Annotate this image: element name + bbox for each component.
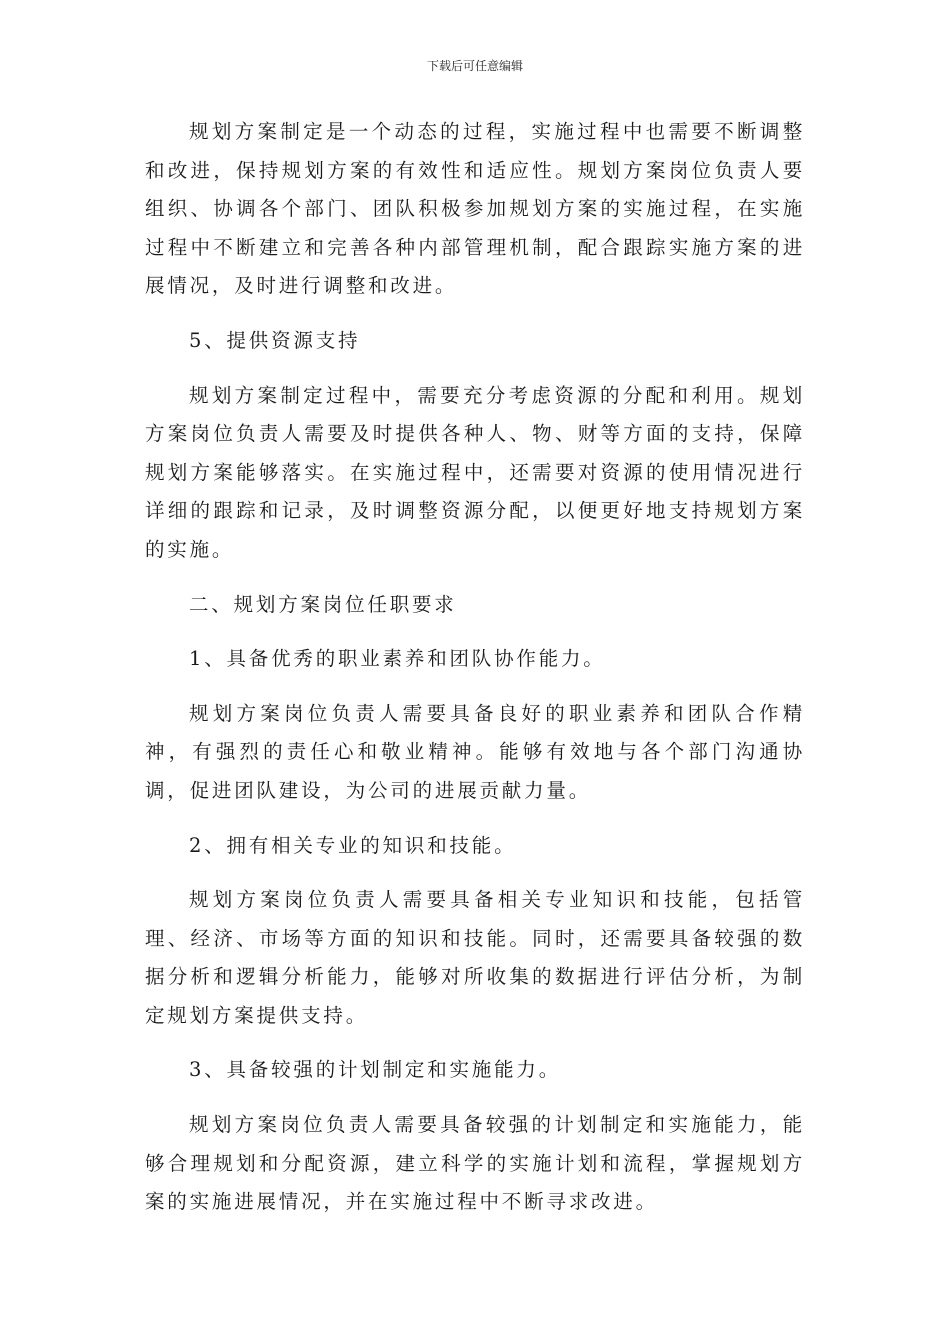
heading-knowledge-skills: 2、拥有相关专业的知识和技能。 — [189, 833, 517, 857]
spacer — [145, 570, 805, 586]
spacer — [145, 624, 805, 640]
heading-planning-execution: 3、具备较强的计划制定和实施能力。 — [189, 1058, 562, 1082]
spacer — [145, 1035, 805, 1051]
paragraph-plan-dynamic-process: 规划方案制定是一个动态的过程，实施过程中也需要不断调整和改进，保持规划方案的有效性和适应性。规划方案岗位负责人要组织、协调各个部门、团队积极参加规划方案的实施过程，在实施过程中不断建立和完善各种内部管理机制，配合跟踪实施方案的进展情况，及时进行调整和改进。 — [145, 120, 805, 298]
page-header: 下载后可任意编辑 — [426, 59, 523, 73]
paragraph-professional-teamwork: 规划方案岗位负责人需要具备良好的职业素养和团队合作精神，有强烈的责任心和敬业精神。能够有效地与各个部门沟通协调，促进团队建设，为公司的进展贡献力量。 — [145, 701, 805, 802]
spacer — [145, 361, 805, 377]
heading-professional-teamwork: 1、具备优秀的职业素养和团队协作能力。 — [189, 647, 606, 671]
spacer — [145, 811, 805, 827]
document-body — [145, 113, 805, 1222]
paragraph-knowledge-skills: 规划方案岗位负责人需要具备相关专业知识和技能，包括管理、经济、市场等方面的知识和技能。同时，还需要具备较强的数据分析和逻辑分析能力，能够对所收集的数据进行评估分析，为制定规划方案提供支持。 — [145, 888, 805, 1027]
paragraph-resource-allocation: 规划方案制定过程中，需要充分考虑资源的分配和利用。规划方案岗位负责人需要及时提供各种人、物、财等方面的支持，保障规划方案能够落实。在实施过程中，还需要对资源的使用情况进行详细的跟踪和记录，及时调整资源分配，以便更好地支持规划方案的实施。 — [145, 383, 805, 561]
spacer — [145, 865, 805, 881]
paragraph-planning-execution: 规划方案岗位负责人需要具备较强的计划制定和实施能力，能够合理规划和分配资源，建立科学的实施计划和流程，掌握规划方案的实施进展情况，并在实施过程中不断寻求改进。 — [145, 1113, 805, 1214]
heading-job-requirements: 二、规划方案岗位任职要求 — [189, 592, 457, 616]
spacer — [145, 679, 805, 695]
spacer — [145, 306, 805, 322]
heading-provide-resource-support: 5、提供资源支持 — [189, 328, 361, 352]
spacer — [145, 1090, 805, 1106]
